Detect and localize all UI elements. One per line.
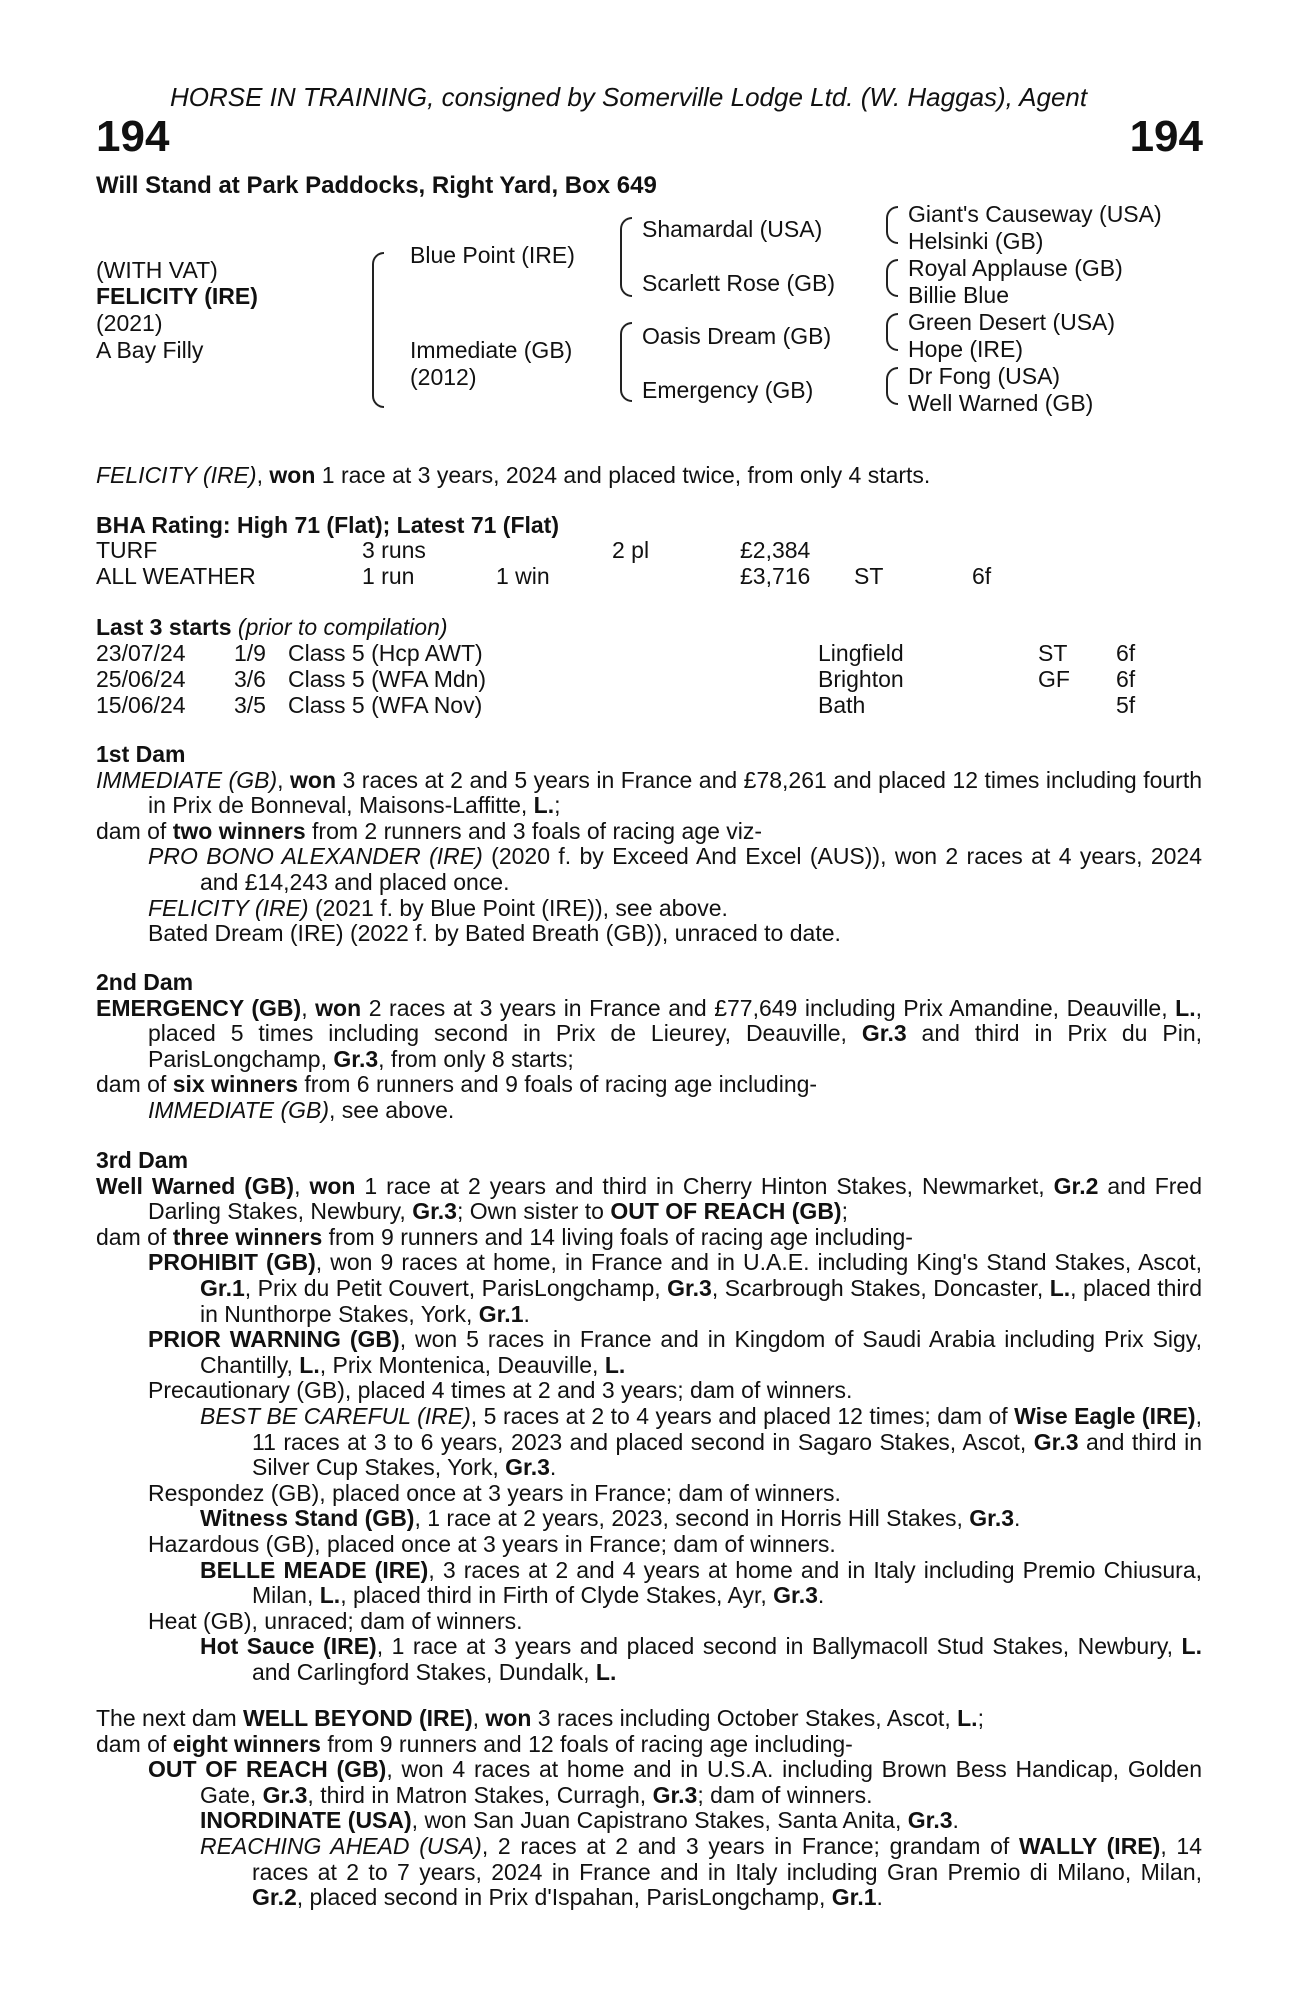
pedigree-sire: Blue Point (IRE) bbox=[410, 242, 575, 268]
pedigree-g8: Well Warned (GB) bbox=[908, 390, 1094, 416]
grade: Gr.1 bbox=[831, 1884, 877, 1911]
start-position: 3/5 bbox=[234, 692, 266, 718]
pedigree-brace-sire bbox=[620, 217, 632, 297]
grade: L. bbox=[595, 1658, 617, 1685]
grade: Gr.3 bbox=[773, 1582, 818, 1609]
start-date: 15/06/24 bbox=[96, 692, 186, 718]
second-dam-heading: 2nd Dam bbox=[96, 969, 194, 995]
start-distance: 6f bbox=[1116, 640, 1136, 666]
start-distance: 5f bbox=[1116, 692, 1136, 718]
rating-wins: 1 win bbox=[496, 563, 550, 589]
progeny-entry: Respondez (GB), placed once at 3 years in France; dam of winners. bbox=[148, 1479, 841, 1506]
progeny-name: OUT OF REACH (GB) bbox=[148, 1756, 387, 1783]
pedigree-g2: Helsinki (GB) bbox=[908, 228, 1044, 254]
pedigree-brace-g2 bbox=[886, 259, 898, 297]
grand-progeny-entry: BELLE MEADE (IRE), 3 races at 2 and 4 years at home and in Italy including Premio Chiusura, Milan, L., placed third in Firth of Clyde Stakes, Ayr, Gr.3. bbox=[200, 1556, 1202, 1609]
winners-count: two winners bbox=[172, 817, 306, 844]
grade: L. bbox=[1175, 994, 1196, 1021]
grade: Gr.2 bbox=[1053, 1172, 1099, 1199]
third-dam-produce: dam of three winners from 9 runners and 14 living foals of racing age including- bbox=[96, 1223, 913, 1250]
last-starts-heading: Last 3 starts bbox=[96, 614, 232, 640]
rating-row-aw bbox=[0, 563, 1315, 589]
dam-name: EMERGENCY (GB) bbox=[96, 994, 302, 1021]
second-dam-section bbox=[96, 970, 1202, 1124]
pedigree-g6: Hope (IRE) bbox=[908, 336, 1024, 362]
pedigree-brace-main bbox=[372, 252, 384, 408]
lot-number-right: 194 bbox=[1129, 112, 1203, 161]
record-text: 3 races at 2 and 5 years in France and £78,261 and placed 12 times including fourth in Prix de Bonneval, Maisons-Laffitte, bbox=[148, 766, 1203, 819]
grade: Gr.2 bbox=[252, 1884, 297, 1911]
winners-count: eight winners bbox=[172, 1730, 321, 1757]
pedigree-g3: Royal Applause (GB) bbox=[908, 255, 1123, 281]
pedigree-g1: Giant's Causeway (USA) bbox=[908, 201, 1162, 227]
pedigree-dam-dam: Emergency (GB) bbox=[642, 377, 814, 403]
won-label: won bbox=[309, 1172, 356, 1199]
related-horse: Wise Eagle (IRE) bbox=[1014, 1402, 1196, 1429]
grand-progeny-entry: REACHING AHEAD (USA), 2 races at 2 and 3 years in France; grandam of WALLY (IRE), 14 races at 2 to 7 years, 2024 in France and in Italy including Gran Premio di Milano, Milan, Gr.2, placed second in Prix d'Ispahan, ParisLongchamp, Gr.1. bbox=[200, 1832, 1202, 1911]
grade: L. bbox=[604, 1351, 626, 1378]
pedigree-brace-g1 bbox=[886, 206, 898, 244]
progeny-name: REACHING AHEAD (USA) bbox=[200, 1832, 482, 1859]
won-label: won bbox=[315, 994, 362, 1021]
summary-won: won bbox=[269, 462, 316, 488]
rating-surface: TURF bbox=[96, 537, 158, 563]
grade: L. bbox=[957, 1705, 978, 1731]
first-dam-section bbox=[96, 742, 1202, 947]
pedigree-g4: Billie Blue bbox=[908, 282, 1009, 308]
start-date: 23/07/24 bbox=[96, 640, 186, 666]
progeny-name: INORDINATE (USA) bbox=[200, 1807, 412, 1834]
pedigree-dam: Immediate (GB) bbox=[410, 337, 573, 363]
start-going: GF bbox=[1038, 666, 1070, 692]
progeny-entry: PROHIBIT (GB), won 9 races at home, in France and in U.A.E. including King's Stand Stakes, Ascot, Gr.1, Prix du Petit Couvert, ParisLongchamp, Gr.3, Scarbrough Stakes, Doncaster, L., placed third in Nunthorpe Stakes, York, Gr.1. bbox=[148, 1249, 1202, 1327]
consignment-line: HORSE IN TRAINING, consigned by Somerville Lodge Ltd. (W. Haggas), Agent bbox=[170, 82, 1088, 112]
first-dam-record: IMMEDIATE (GB), won 3 races at 2 and 5 years in France and £78,261 and placed 12 times including fourth in Prix de Bonneval, Maisons-Laffitte, L.; bbox=[96, 766, 1203, 819]
first-dam-produce: dam of two winners from 2 runners and 3 foals of racing age viz- bbox=[96, 817, 763, 844]
first-dam-heading: 1st Dam bbox=[96, 741, 186, 767]
vat-label: (WITH VAT) bbox=[96, 257, 218, 283]
dam-name: IMMEDIATE (GB) bbox=[96, 766, 278, 793]
grade: Gr.1 bbox=[200, 1274, 245, 1301]
start-race: Class 5 (WFA Nov) bbox=[288, 692, 483, 718]
last-starts-title bbox=[96, 614, 448, 640]
rating-earnings: £3,716 bbox=[740, 563, 811, 589]
rating-runs: 1 run bbox=[362, 563, 415, 589]
progeny-entry: PRIOR WARNING (GB), won 5 races in France and in Kingdom of Saudi Arabia including Prix Sigy, Chantilly, L., Prix Montenica, Deauville, L. bbox=[148, 1326, 1202, 1378]
pedigree-brace-g4 bbox=[886, 367, 898, 405]
start-distance: 6f bbox=[1116, 666, 1136, 692]
pedigree-sire-dam: Scarlett Rose (GB) bbox=[642, 270, 835, 296]
dam-name: Well Warned (GB) bbox=[96, 1172, 295, 1199]
grade: L. bbox=[319, 1582, 341, 1609]
won-label: won bbox=[485, 1705, 532, 1731]
progeny-name: FELICITY (IRE) bbox=[148, 894, 309, 921]
grade: Gr.3 bbox=[333, 1045, 379, 1072]
progeny-entry: Bated Dream (IRE) (2022 f. by Bated Breath (GB)), unraced to date. bbox=[148, 920, 841, 947]
progeny-name: PRIOR WARNING (GB) bbox=[148, 1326, 400, 1353]
related-horse: WALLY (IRE) bbox=[1018, 1832, 1161, 1859]
progeny-entry: PRO BONO ALEXANDER (IRE) (2020 f. by Exceed And Excel (AUS)), won 2 races at 4 years, 2024 and £14,243 and placed once. bbox=[148, 843, 1203, 895]
winners-count: six winners bbox=[172, 1071, 298, 1098]
progeny-name: BELLE MEADE (IRE) bbox=[200, 1556, 429, 1583]
rating-going: ST bbox=[854, 563, 884, 589]
grade: Gr.3 bbox=[652, 1781, 698, 1808]
start-date: 25/06/24 bbox=[96, 666, 186, 692]
start-row bbox=[0, 640, 1315, 666]
record-text: ; bbox=[554, 792, 561, 819]
third-dam-section bbox=[96, 1148, 1202, 1685]
horse-description: A Bay Filly bbox=[96, 337, 204, 363]
horse-year: (2021) bbox=[96, 310, 163, 336]
grand-progeny-entry: Witness Stand (GB), 1 race at 2 years, 2023, second in Horris Hill Stakes, Gr.3. bbox=[200, 1505, 1021, 1532]
horse-name: FELICITY (IRE) bbox=[96, 283, 258, 309]
start-race: Class 5 (WFA Mdn) bbox=[288, 666, 487, 692]
grade: L. bbox=[533, 792, 555, 819]
grade: Gr.3 bbox=[667, 1274, 712, 1301]
progeny-entry: FELICITY (IRE) (2021 f. by Blue Point (IRE)), see above. bbox=[148, 894, 728, 921]
pedigree-sire-sire: Shamardal (USA) bbox=[642, 216, 823, 242]
progeny-name: BEST BE CAREFUL (IRE) bbox=[200, 1402, 471, 1429]
grade: Gr.3 bbox=[969, 1505, 1015, 1532]
progeny-name: Witness Stand (GB) bbox=[200, 1505, 415, 1532]
grand-progeny-entry: INORDINATE (USA), won San Juan Capistrano Stakes, Santa Anita, Gr.3. bbox=[200, 1807, 959, 1834]
second-dam-record: EMERGENCY (GB), won 2 races at 3 years in France and £77,649 including Prix Amandine, Deauville, L., placed 5 times including second in Prix de Lieurey, Deauville, Gr.3 and third in Prix du Pin, ParisLongchamp, Gr.3, from only 8 starts; bbox=[96, 994, 1203, 1072]
progeny-entry: Precautionary (GB), placed 4 times at 2 and 3 years; dam of winners. bbox=[148, 1377, 853, 1404]
start-position: 1/9 bbox=[234, 640, 266, 666]
grade: Gr.3 bbox=[907, 1807, 953, 1834]
third-dam-heading: 3rd Dam bbox=[96, 1147, 189, 1173]
second-dam-produce: dam of six winners from 6 runners and 9 foals of racing age including- bbox=[96, 1071, 818, 1098]
start-position: 3/6 bbox=[234, 666, 266, 692]
rating-surface: ALL WEATHER bbox=[96, 563, 256, 589]
rating-distance: 6f bbox=[972, 563, 992, 589]
grade: Gr.1 bbox=[478, 1300, 524, 1327]
stand-location: Will Stand at Park Paddocks, Right Yard, Box 649 bbox=[96, 172, 657, 199]
rating-placed: 2 pl bbox=[612, 537, 650, 563]
pedigree-brace-g3 bbox=[886, 313, 898, 351]
summary-horse-name: FELICITY (IRE) bbox=[96, 462, 257, 488]
lot-number-left: 194 bbox=[96, 112, 170, 161]
progeny-name: IMMEDIATE (GB) bbox=[148, 1096, 330, 1123]
grade: Gr.3 bbox=[861, 1020, 907, 1047]
rating-row-turf bbox=[0, 537, 1315, 563]
pedigree-g7: Dr Fong (USA) bbox=[908, 363, 1061, 389]
grand-progeny-entry: Hot Sauce (IRE), 1 race at 3 years and placed second in Ballymacoll Stud Stakes, Newbury, L. and Carlingford Stakes, Dundalk, L. bbox=[200, 1633, 1202, 1685]
rating-runs: 3 runs bbox=[362, 537, 426, 563]
progeny-entry: Heat (GB), unraced; dam of winners. bbox=[148, 1607, 523, 1634]
start-row bbox=[0, 692, 1315, 718]
grade: L. bbox=[299, 1351, 320, 1378]
progeny-name: PROHIBIT (GB) bbox=[148, 1249, 316, 1276]
bha-rating-title: BHA Rating: High 71 (Flat); Latest 71 (Flat) bbox=[96, 512, 559, 538]
rating-earnings: £2,384 bbox=[740, 537, 811, 563]
progeny-entry: Hazardous (GB), placed once at 3 years in France; dam of winners. bbox=[148, 1530, 836, 1557]
last-starts-note: (prior to compilation) bbox=[231, 614, 448, 640]
pedigree-dam-sire: Oasis Dream (GB) bbox=[642, 323, 832, 349]
progeny-name: PRO BONO ALEXANDER (IRE) bbox=[148, 843, 483, 870]
dam-name: WELL BEYOND (IRE) bbox=[243, 1705, 473, 1731]
next-dam-record: The next dam WELL BEYOND (IRE), won 3 races including October Stakes, Ascot, L.; bbox=[96, 1705, 984, 1731]
grade: L. bbox=[1049, 1274, 1071, 1301]
next-dam-produce: dam of eight winners from 9 runners and 12 foals of racing age including- bbox=[96, 1730, 853, 1757]
summary-text: 1 race at 3 years, 2024 and placed twice, from only 4 starts. bbox=[315, 462, 931, 488]
progeny-entry: OUT OF REACH (GB), won 4 races at home and in U.S.A. including Brown Bess Handicap, Golden Gate, Gr.3, third in Matron Stakes, Curragh, Gr.3; dam of winners. bbox=[148, 1756, 1202, 1808]
pedigree-brace-dam bbox=[620, 322, 632, 402]
winners-count: three winners bbox=[172, 1223, 323, 1250]
grade: Gr.3 bbox=[412, 1198, 457, 1225]
related-horse: OUT OF REACH (GB) bbox=[610, 1198, 842, 1225]
start-course: Lingfield bbox=[818, 640, 904, 666]
won-label: won bbox=[290, 766, 337, 793]
grade: L. bbox=[1181, 1633, 1202, 1660]
start-going: ST bbox=[1038, 640, 1068, 666]
progeny-entry: IMMEDIATE (GB), see above. bbox=[148, 1096, 455, 1123]
grade: Gr.3 bbox=[1033, 1428, 1079, 1455]
next-dam-section bbox=[96, 1706, 1202, 1911]
race-summary: FELICITY (IRE), won 1 race at 3 years, 2024 and placed twice, from only 4 starts. bbox=[96, 462, 931, 488]
start-race: Class 5 (Hcp AWT) bbox=[288, 640, 483, 666]
grade: Gr.3 bbox=[262, 1781, 308, 1808]
pedigree-g5: Green Desert (USA) bbox=[908, 309, 1116, 335]
start-course: Bath bbox=[818, 692, 866, 718]
start-course: Brighton bbox=[818, 666, 904, 692]
grand-progeny-entry: BEST BE CAREFUL (IRE), 5 races at 2 to 4 years and placed 12 times; dam of Wise Eagle (IRE), 11 races at 3 to 6 years, 2023 and placed second in Sagaro Stakes, Ascot, Gr.3 and third in Silver Cup Stakes, York, Gr.3. bbox=[200, 1402, 1202, 1481]
third-dam-record: Well Warned (GB), won 1 race at 2 years and third in Cherry Hinton Stakes, Newmarket, Gr.2 and Fred Darling Stakes, Newbury, Gr.3; Own sister to OUT OF REACH (GB); bbox=[96, 1172, 1203, 1225]
pedigree-dam-year: (2012) bbox=[410, 364, 477, 390]
start-row bbox=[0, 666, 1315, 692]
progeny-name: Hot Sauce (IRE) bbox=[200, 1633, 377, 1660]
grade: Gr.3 bbox=[505, 1454, 550, 1481]
